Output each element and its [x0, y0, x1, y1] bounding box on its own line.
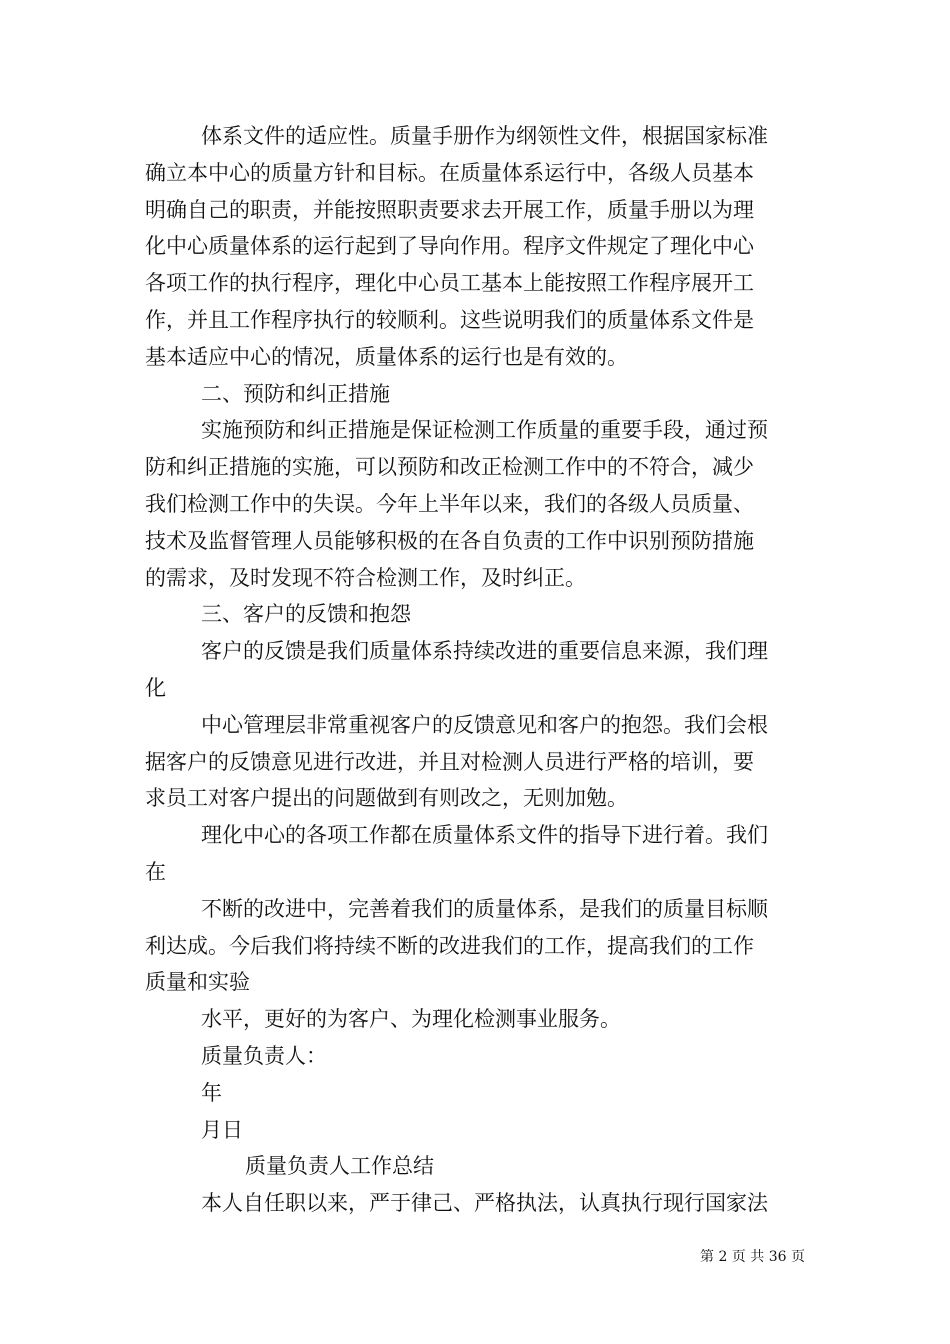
text-line: 我们检测工作中的失误。今年上半年以来，我们的各级人员质量、: [145, 491, 754, 516]
text-line: 确立本中心的质量方针和目标。在质量体系运行中，各级人员基本: [145, 160, 754, 185]
text-line: 的需求，及时发现不符合检测工作，及时纠正。: [145, 565, 586, 590]
text-line: 化中心质量体系的运行起到了导向作用。程序文件规定了理化中心: [145, 234, 754, 259]
page-number-footer: 第 2 页 共 36 页: [700, 1249, 805, 1265]
text-line: 实施预防和纠正措施是保证检测工作质量的重要手段，通过预: [201, 418, 768, 443]
text-line: 明确自己的职责，并能按照职责要求去开展工作，质量手册以为理: [145, 197, 754, 222]
text-line: 月日: [201, 1117, 243, 1142]
text-line: 防和纠正措施的实施，可以预防和改正检测工作中的不符合，减少: [145, 455, 754, 480]
text-line: 利达成。今后我们将持续不断的改进我们的工作，提高我们的工作: [145, 933, 754, 958]
text-line: 在: [145, 859, 166, 884]
text-line: 年: [201, 1080, 222, 1105]
section-title-line: 质量负责人工作总结: [245, 1154, 434, 1179]
text-line: 水平，更好的为客户、为理化检测事业服务。: [201, 1007, 621, 1032]
text-line: 不断的改进中，完善着我们的质量体系，是我们的质量目标顺: [201, 896, 768, 921]
text-line: 中心管理层非常重视客户的反馈意见和客户的抱怨。我们会根: [201, 712, 768, 737]
text-line: 基本适应中心的情况，质量体系的运行也是有效的。: [145, 344, 628, 369]
text-line: 质量负责人：: [201, 1043, 327, 1068]
text-line: 二、预防和纠正措施: [201, 381, 390, 406]
text-line: 技术及监督管理人员能够积极的在各自负责的工作中识别预防措施: [145, 528, 754, 553]
text-line: 本人自任职以来，严于律己、严格执法，认真执行现行国家法: [201, 1191, 768, 1216]
text-line: 理化中心的各项工作都在质量体系文件的指导下进行着。我们: [201, 823, 768, 848]
text-line: 体系文件的适应性。质量手册作为纲领性文件，根据国家标准: [201, 124, 768, 148]
text-line: 化: [145, 675, 166, 700]
text-line: 据客户的反馈意见进行改进，并且对检测人员进行严格的培训，要: [145, 749, 754, 774]
text-line: 客户的反馈是我们质量体系持续改进的重要信息来源，我们理: [201, 639, 768, 664]
text-line: 三、客户的反馈和抱怨: [201, 602, 411, 627]
text-line: 各项工作的执行程序，理化中心员工基本上能按照工作程序展开工: [145, 271, 754, 296]
document-body: [145, 118, 810, 1222]
text-line: 质量和实验: [145, 970, 250, 995]
text-line: 求员工对客户提出的问题做到有则改之，无则加勉。: [145, 786, 628, 811]
text-line: 作，并且工作程序执行的较顺利。这些说明我们的质量体系文件是: [145, 307, 754, 332]
